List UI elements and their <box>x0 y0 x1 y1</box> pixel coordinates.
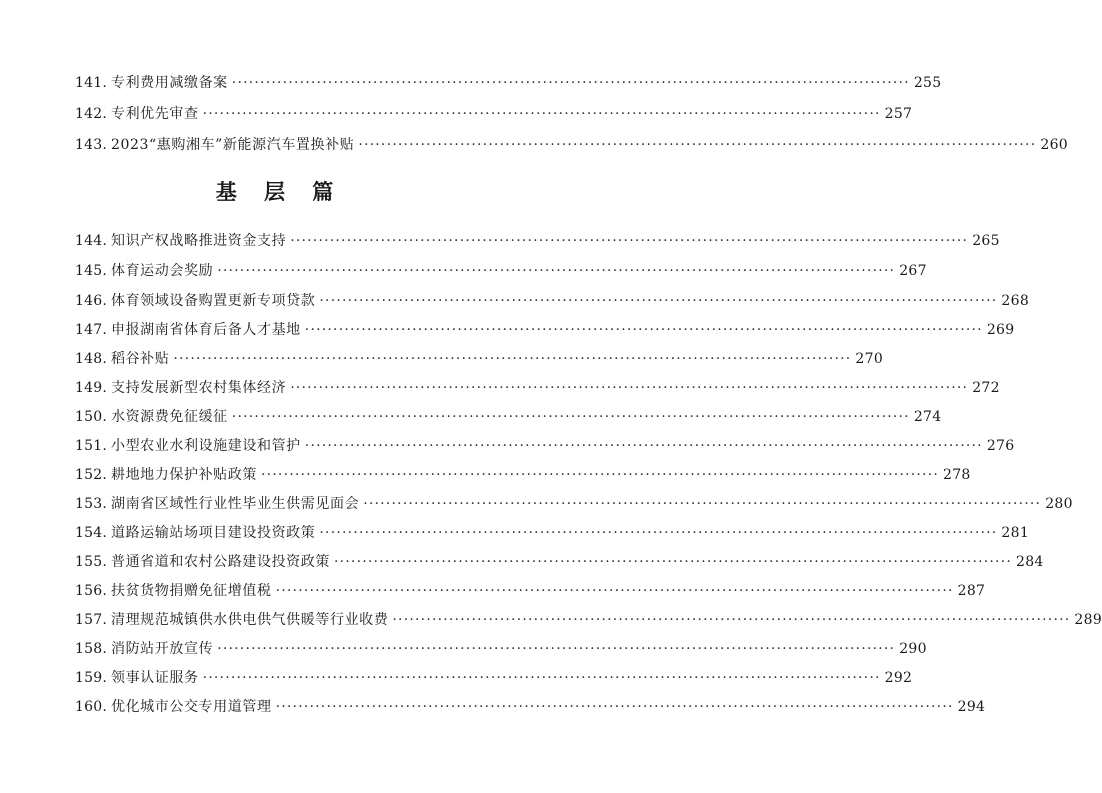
entry-number: 157. <box>75 612 107 628</box>
entry-number: 154. <box>75 525 107 541</box>
toc-entry[interactable] <box>75 228 1000 250</box>
entry-number: 159. <box>75 670 107 686</box>
dot-leader: ························································································································ <box>304 322 983 338</box>
entry-number: 158. <box>75 641 107 657</box>
entry-number: 143. <box>75 137 107 153</box>
toc-entry[interactable] <box>75 317 1015 339</box>
entry-title: 水资源费免征缓征 <box>110 409 228 425</box>
entry-page: 280 <box>1045 496 1073 512</box>
toc-entry[interactable] <box>75 375 1000 397</box>
toc-entry[interactable] <box>75 404 942 426</box>
dot-leader: ························································································································ <box>319 293 998 309</box>
entry-page: 287 <box>957 583 986 599</box>
dot-leader: ························································································································ <box>363 496 1042 512</box>
entry-number: 155. <box>75 554 107 570</box>
entry-number: 142. <box>75 106 107 122</box>
dot-leader: ························································································································ <box>202 670 881 686</box>
toc-entry[interactable] <box>75 665 913 687</box>
toc-entry[interactable] <box>75 462 971 484</box>
entry-number: 160. <box>75 699 107 715</box>
entry-page: 269 <box>986 322 1015 338</box>
entry-number: 151. <box>75 438 107 454</box>
toc-entry[interactable] <box>75 433 1015 455</box>
dot-leader: ························································································································ <box>202 106 881 122</box>
entry-number: 156. <box>75 583 107 599</box>
entry-title: 稻谷补贴 <box>110 351 170 367</box>
entry-page: 281 <box>1001 525 1030 541</box>
entry-title: 知识产权战略推进资金支持 <box>110 233 287 249</box>
entry-title: 清理规范城镇供水供电供气供暖等行业收费 <box>110 612 389 628</box>
entry-page: 257 <box>884 106 913 122</box>
toc-entry[interactable] <box>75 549 1044 571</box>
dot-leader: ························································································································ <box>231 75 910 91</box>
toc-entry[interactable] <box>75 101 913 123</box>
toc-entry[interactable] <box>75 491 1073 513</box>
toc-entry[interactable] <box>75 636 927 658</box>
dot-leader: ························································································································ <box>275 583 954 599</box>
dot-leader: ························································································································ <box>231 409 910 425</box>
toc-entry[interactable] <box>75 520 1030 542</box>
entry-page: 260 <box>1040 137 1068 153</box>
toc-entry[interactable] <box>75 258 927 280</box>
entry-title: 申报湖南省体育后备人才基地 <box>110 322 301 338</box>
entry-number: 148. <box>75 351 107 367</box>
entry-number: 149. <box>75 380 107 396</box>
dot-leader: ························································································································ <box>173 351 852 367</box>
section-heading: 基 层 篇 <box>215 179 344 204</box>
entry-number: 146. <box>75 293 107 309</box>
toc-entry[interactable] <box>75 346 884 368</box>
entry-number: 147. <box>75 322 107 338</box>
dot-leader: ························································································································ <box>290 233 969 249</box>
entry-title: 领事认证服务 <box>110 670 199 686</box>
entry-page: 268 <box>1001 293 1030 309</box>
entry-number: 141. <box>75 75 107 91</box>
entry-number: 152. <box>75 467 107 483</box>
dot-leader: ························································································································ <box>319 525 998 541</box>
entry-page: 265 <box>972 233 1000 249</box>
entry-title: 扶贫货物捐赠免征增值税 <box>110 583 272 599</box>
entry-title: 小型农业水利设施建设和管护 <box>110 438 301 454</box>
dot-leader: ························································································································ <box>333 554 1013 570</box>
entry-title: 体育运动会奖励 <box>110 263 214 279</box>
entry-number: 145. <box>75 263 107 279</box>
dot-leader: ························································································································ <box>260 467 940 483</box>
entry-title: 普通省道和农村公路建设投资政策 <box>110 554 330 570</box>
dot-leader: ························································································································ <box>304 438 983 454</box>
entry-page: 294 <box>957 699 986 715</box>
dot-leader: ························································································································ <box>217 641 896 657</box>
entry-title: 道路运输站场项目建设投资政策 <box>110 525 316 541</box>
toc-entry[interactable] <box>75 694 986 716</box>
toc-entry[interactable] <box>75 607 1102 629</box>
entry-page: 276 <box>986 438 1015 454</box>
entry-title: 优化城市公交专用道管理 <box>110 699 272 715</box>
dot-leader: ························································································································ <box>392 612 1071 628</box>
entry-page: 255 <box>913 75 942 91</box>
toc-entry[interactable] <box>75 132 1068 154</box>
dot-leader: ························································································································ <box>290 380 969 396</box>
entry-title: 消防站开放宣传 <box>110 641 214 657</box>
toc-entry[interactable] <box>75 288 1030 310</box>
toc-entry[interactable] <box>75 70 942 92</box>
entry-page: 267 <box>899 263 927 279</box>
dot-leader: ························································································································ <box>275 699 954 715</box>
entry-page: 272 <box>972 380 1000 396</box>
entry-title: 耕地地力保护补贴政策 <box>110 467 257 483</box>
entry-title: 支持发展新型农村集体经济 <box>110 380 287 396</box>
toc-entry[interactable] <box>75 578 986 600</box>
entry-page: 274 <box>913 409 942 425</box>
entry-title: 专利优先审查 <box>110 106 199 122</box>
entry-page: 278 <box>943 467 971 483</box>
entry-page: 270 <box>855 351 884 367</box>
entry-number: 153. <box>75 496 107 512</box>
entry-title: 湖南省区域性行业性毕业生供需见面会 <box>110 496 360 512</box>
entry-title: 2023“惠购湘车”新能源汽车置换补贴 <box>110 137 355 153</box>
dot-leader: ························································································································ <box>217 263 896 279</box>
entry-page: 290 <box>899 641 927 657</box>
entry-number: 144. <box>75 233 107 249</box>
entry-title: 专利费用减缴备案 <box>110 75 228 91</box>
dot-leader: ························································································································ <box>358 137 1037 153</box>
entry-page: 284 <box>1016 554 1044 570</box>
entry-title: 体育领域设备购置更新专项贷款 <box>110 293 316 309</box>
entry-page: 292 <box>884 670 913 686</box>
entry-page: 289 <box>1074 612 1102 628</box>
entry-number: 150. <box>75 409 107 425</box>
